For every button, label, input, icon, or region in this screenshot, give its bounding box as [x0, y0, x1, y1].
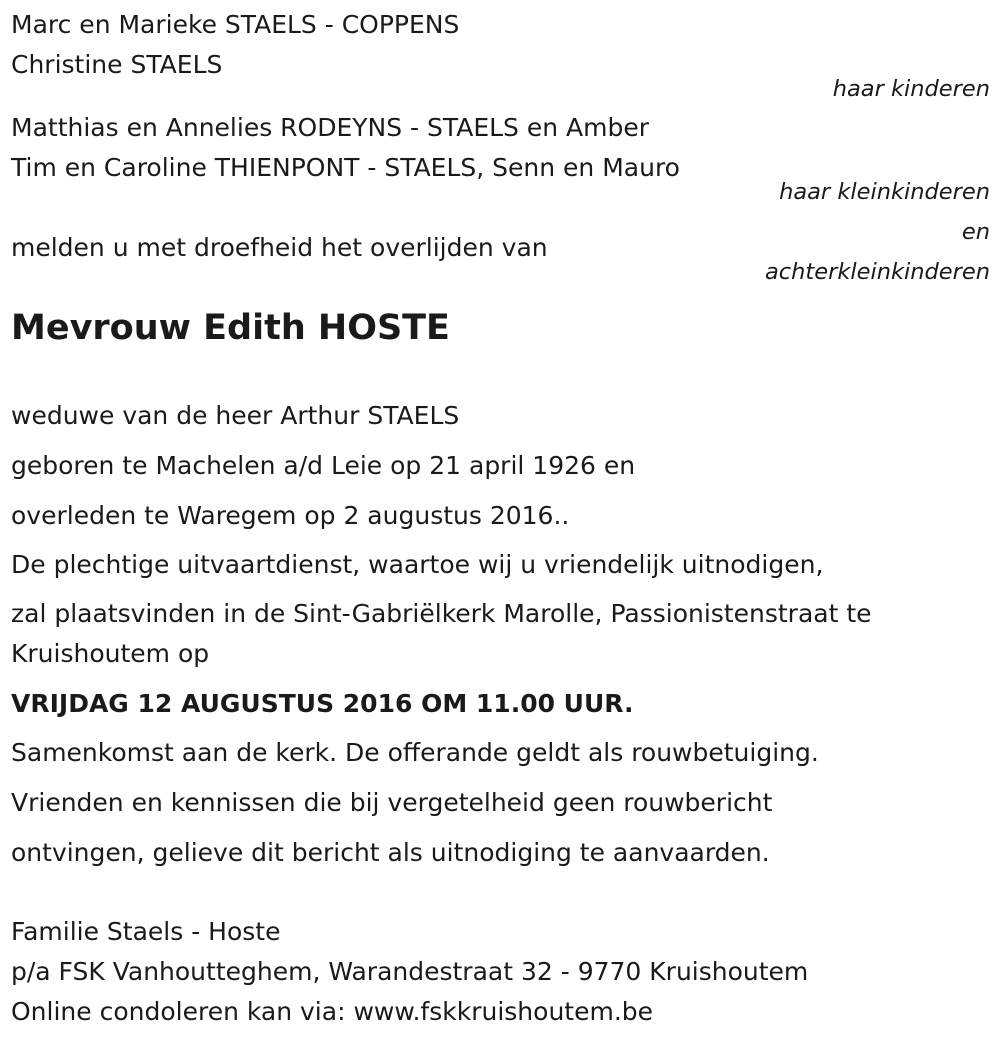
family-line-2: Christine STAELS	[11, 50, 223, 79]
children-label: haar kinderen	[832, 76, 990, 102]
location-line-1: zal plaatsvinden in de Sint-Gabriëlkerk Marolle, Passionistenstraat te	[11, 599, 872, 628]
notice-line-1: Vrienden en kennissen die bij vergetelheid geen rouwbericht	[11, 788, 773, 817]
notice-line-2: ontvingen, gelieve dit bericht als uitnodiging te aanvaarden.	[11, 838, 770, 867]
grandchildren-label-2: en	[961, 219, 990, 245]
footer-family: Familie Staels - Hoste	[11, 917, 281, 946]
footer-address: p/a FSK Vanhoutteghem, Warandestraat 32 - 9770 Kruishoutem	[11, 957, 809, 986]
born-text: geboren te Machelen a/d Leie op 21 april 1926 en	[11, 451, 636, 480]
grandchildren-line-2: Tim en Caroline THIENPONT - STAELS, Senn en Mauro	[11, 153, 680, 182]
grandchildren-line-1: Matthias en Annelies RODEYNS - STAELS en Amber	[11, 113, 650, 142]
footer-online: Online condoleren kan via: www.fskkruishoutem.be	[11, 997, 654, 1026]
widow-of-text: weduwe van de heer Arthur STAELS	[11, 401, 460, 430]
grandchildren-label-3: achterkleinkinderen	[765, 259, 990, 285]
announcement-text: melden u met droefheid het overlijden van	[11, 233, 548, 262]
location-line-2: Kruishoutem op	[11, 639, 210, 668]
grandchildren-label-1: haar kleinkinderen	[779, 179, 990, 205]
gathering-text: Samenkomst aan de kerk. De offerande geldt als rouwbetuiging.	[11, 738, 819, 767]
family-line-1: Marc en Marieke STAELS - COPPENS	[11, 10, 460, 39]
deceased-name: Mevrouw Edith HOSTE	[11, 308, 450, 348]
service-intro-text: De plechtige uitvaartdienst, waartoe wij u vriendelijk uitnodigen,	[11, 550, 824, 579]
service-datetime: VRIJDAG 12 AUGUSTUS 2016 OM 11.00 UUR.	[11, 689, 634, 718]
died-text: overleden te Waregem op 2 augustus 2016..	[11, 501, 570, 530]
